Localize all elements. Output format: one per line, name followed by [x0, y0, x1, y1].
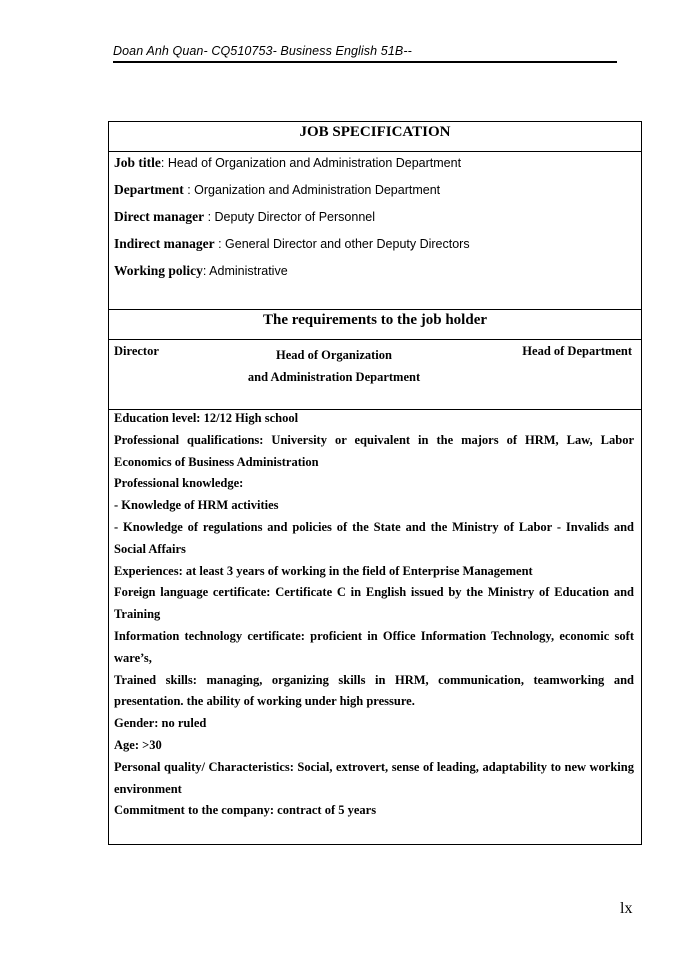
field-job-title: Job title: Head of Organization and Administration Department [114, 155, 462, 170]
header-rule [113, 61, 617, 63]
requirement-item: Education level: 12/12 High school [114, 411, 299, 425]
requirement-item: Foreign language certificate: Certificate C in English issued by the Ministry of Education and Training [114, 585, 634, 622]
requirement-item: Trained skills: managing, organizing skills in HRM, communication, teamworking and presentation. the ability of working under high pressure. [114, 672, 634, 709]
job-specification-table [108, 121, 642, 845]
requirement-item: - Knowledge of HRM activities [114, 498, 279, 513]
field-label: Job title [114, 155, 161, 170]
requirement-item: Commitment to the company: contract of 5 years [114, 803, 377, 818]
field-direct-manager: Direct manager : Deputy Director of Personnel [114, 209, 376, 224]
field-department: Department : Organization and Administration Department [114, 182, 441, 197]
field-label: Working policy [114, 263, 203, 278]
field-indirect-manager: Indirect manager : General Director and other Deputy Directors [114, 236, 470, 251]
field-value: Head of Organization and Administration Department [167, 156, 462, 170]
field-value: General Director and other Deputy Directors [225, 237, 470, 251]
requirement-item: - Knowledge of regulations and policies of the State and the Ministry of Labor - Invalids and Social Affairs [114, 519, 634, 556]
column-director: Director [114, 344, 159, 358]
field-label: Direct manager [114, 209, 205, 224]
requirement-item: Information technology certificate: proficient in Office Information Technology, economic soft ware’s, [114, 628, 634, 665]
spec-title: JOB SPECIFICATION [299, 124, 451, 140]
divider [109, 339, 641, 340]
field-value: Deputy Director of Personnel [214, 210, 376, 224]
requirement-item: Gender: no ruled [114, 716, 207, 731]
document-header: Doan Anh Quan- CQ510753- Business English 51B-- [113, 44, 412, 58]
divider [109, 151, 641, 152]
field-label: Department [114, 182, 184, 197]
column-head-of-department: Head of Department [522, 344, 632, 358]
requirements-title: The requirements to the job holder [262, 312, 488, 328]
divider [109, 309, 641, 310]
field-working-policy: Working policy: Administrative [114, 263, 288, 278]
requirement-item: Professional knowledge: [114, 476, 244, 491]
requirement-item: Age: >30 [114, 737, 162, 752]
field-label: Indirect manager [114, 236, 215, 251]
page-number: lx [620, 900, 633, 917]
requirement-item: Professional qualifications: University or equivalent in the majors of HRM, Law, Labor Economics of Business Administration [114, 432, 634, 469]
field-value: Administrative [209, 264, 288, 278]
requirements-list [114, 408, 634, 822]
column-head-of-organization: Head of Organization and Administration Department [247, 348, 421, 384]
field-value: Organization and Administration Department [194, 183, 441, 197]
requirement-item: Personal quality/ Characteristics: Social, extrovert, sense of leading, adaptability to new working environment [114, 759, 634, 796]
requirement-item: Experiences: at least 3 years of working in the field of Enterprise Management [114, 563, 533, 578]
